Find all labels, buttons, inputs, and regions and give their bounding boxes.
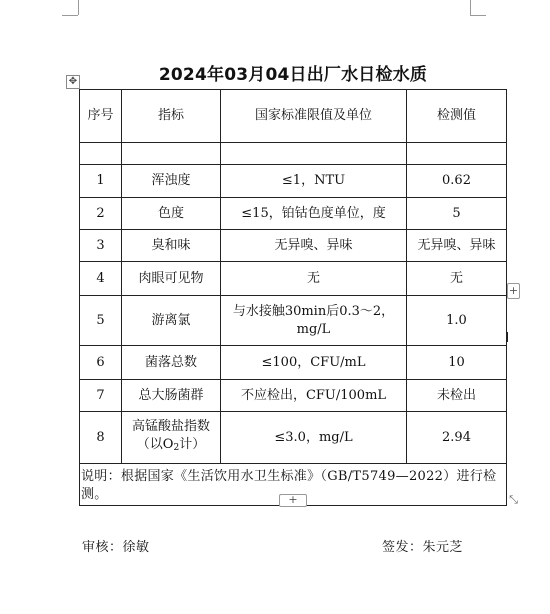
reviewer-signature: 审核：徐敏 bbox=[82, 540, 150, 555]
cell-value: 1.0 bbox=[407, 296, 507, 346]
issuer-signature: 签发：朱元芝 bbox=[382, 540, 464, 555]
cell-standard: 无异嗅、异味 bbox=[221, 230, 407, 262]
cell-seq: 1 bbox=[80, 165, 122, 198]
cell-indicator bbox=[122, 412, 221, 464]
cell-seq: 6 bbox=[80, 346, 122, 380]
cell-seq: 3 bbox=[80, 230, 122, 262]
indicator-sub-end: 计） bbox=[179, 437, 206, 452]
water-quality-table bbox=[79, 89, 507, 506]
cell-value: 2.94 bbox=[407, 412, 507, 464]
table-row bbox=[80, 230, 507, 262]
spacer-cell bbox=[80, 143, 122, 165]
cell-standard: 无 bbox=[221, 262, 407, 296]
crop-mark-top-right bbox=[470, 0, 471, 15]
note-text: 说明：根据国家《生活饮用水卫生标准》（GB/T5749—2022）进行检测。 bbox=[80, 464, 507, 506]
spacer-cell bbox=[122, 143, 221, 165]
cell-indicator: 色度 bbox=[122, 198, 221, 230]
indicator-main: 高锰酸盐指数 bbox=[131, 419, 210, 434]
cell-indicator: 菌落总数 bbox=[122, 346, 221, 380]
indicator-sub-start: （以O bbox=[136, 437, 174, 452]
cell-value: 无异嗅、异味 bbox=[407, 230, 507, 262]
cell-seq: 5 bbox=[80, 296, 122, 346]
table-row bbox=[80, 296, 507, 346]
cell-indicator: 臭和味 bbox=[122, 230, 221, 262]
table-row bbox=[80, 412, 507, 464]
cell-value: 0.62 bbox=[407, 165, 507, 198]
cell-standard: 不应检出，CFU/100mL bbox=[221, 380, 407, 412]
cell-indicator: 浑浊度 bbox=[122, 165, 221, 198]
crop-mark-top-right bbox=[470, 15, 486, 16]
crop-mark-top-left bbox=[62, 15, 78, 16]
table-move-handle-icon[interactable]: ✥ bbox=[66, 75, 80, 89]
header-value: 检测值 bbox=[407, 90, 507, 143]
table-header-row bbox=[80, 90, 507, 143]
cell-seq: 2 bbox=[80, 198, 122, 230]
cell-value: 未检出 bbox=[407, 380, 507, 412]
cell-standard: ≤3.0，mg/L bbox=[221, 412, 407, 464]
crop-mark-top-left bbox=[78, 0, 79, 15]
table-row bbox=[80, 380, 507, 412]
add-column-button[interactable]: + bbox=[508, 284, 519, 297]
header-indicator: 指标 bbox=[122, 90, 221, 143]
cell-indicator: 总大肠菌群 bbox=[122, 380, 221, 412]
add-row-button[interactable]: + bbox=[279, 494, 307, 507]
cell-standard: 与水接触30min后0.3～2， mg/L bbox=[221, 296, 407, 346]
cell-standard: ≤1，NTU bbox=[221, 165, 407, 198]
cell-indicator: 肉眼可见物 bbox=[122, 262, 221, 296]
cell-standard: ≤100，CFU/mL bbox=[221, 346, 407, 380]
cell-value: 5 bbox=[407, 198, 507, 230]
text-cursor bbox=[506, 332, 508, 342]
page-title: 2024年03月04日出厂水日检水质 bbox=[158, 65, 428, 85]
table-resize-icon[interactable]: ⤡ bbox=[509, 493, 518, 506]
cell-standard: ≤15，铂钴色度单位，度 bbox=[221, 198, 407, 230]
header-standard: 国家标准限值及单位 bbox=[221, 90, 407, 143]
cell-value: 10 bbox=[407, 346, 507, 380]
spacer-cell bbox=[221, 143, 407, 165]
table-row bbox=[80, 346, 507, 380]
cell-seq: 4 bbox=[80, 262, 122, 296]
table-row bbox=[80, 165, 507, 198]
table-row bbox=[80, 262, 507, 296]
indicator-sub bbox=[124, 436, 218, 457]
table-row bbox=[80, 198, 507, 230]
cell-seq: 7 bbox=[80, 380, 122, 412]
cell-indicator: 游离氯 bbox=[122, 296, 221, 346]
indicator-subscript: 2 bbox=[173, 443, 180, 453]
header-seq: 序号 bbox=[80, 90, 122, 143]
spacer-cell bbox=[407, 143, 507, 165]
cell-seq: 8 bbox=[80, 412, 122, 464]
cell-value: 无 bbox=[407, 262, 507, 296]
table-spacer-row bbox=[80, 143, 507, 165]
